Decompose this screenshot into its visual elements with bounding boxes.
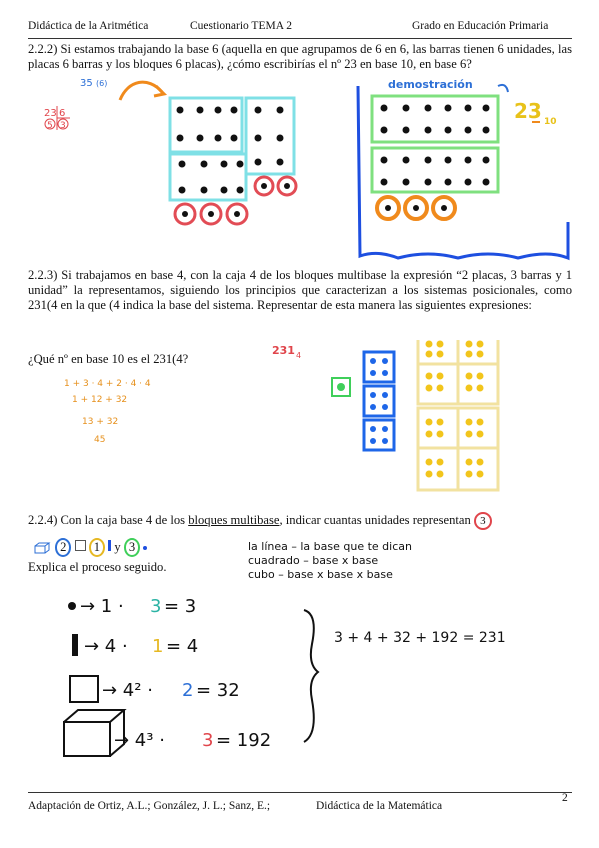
count-2: 2 xyxy=(55,538,71,557)
section-224-link: bloques multibase xyxy=(188,513,280,527)
note-square: cuadrado – base x base xyxy=(248,554,379,567)
note-cube: cubo – base x base x base xyxy=(248,568,393,581)
barra-group xyxy=(246,98,294,174)
count-1: 1 xyxy=(89,538,105,557)
svg-text:13 + 32: 13 + 32 xyxy=(82,417,119,427)
calc-sketch xyxy=(64,379,151,445)
placa-1 xyxy=(170,98,242,152)
note-line: la línea – la base que te dican xyxy=(248,540,412,553)
row1-pre: → 1 · xyxy=(80,596,124,617)
demo-label: demostración xyxy=(388,78,473,91)
section-224-text-a: 2.2.4) Con la caja base 4 de los xyxy=(28,513,186,527)
note-35: 35 xyxy=(80,78,93,89)
row2-pre: → 4 · xyxy=(84,636,128,657)
svg-text:23: 23 xyxy=(44,108,57,119)
bars-blue xyxy=(364,352,394,450)
division-sketch xyxy=(44,106,70,131)
row2-num: 1 xyxy=(152,636,164,657)
section-223-question: ¿Qué nº en base 10 es el 231(4? xyxy=(28,352,189,366)
base6-left-group xyxy=(170,98,296,224)
section-224-figure xyxy=(28,584,578,774)
svg-text:3: 3 xyxy=(60,121,66,131)
conj-y: y xyxy=(114,540,121,554)
arrow-orange xyxy=(120,82,162,100)
label-base4: 4 xyxy=(296,351,302,360)
footer-right: Didáctica de la Matemática xyxy=(316,800,443,812)
row4-post: = 192 xyxy=(216,730,272,751)
section-224-line1 xyxy=(28,512,572,530)
sum-expression: 3 + 4 + 32 + 192 = 231 xyxy=(334,630,506,646)
notes-block xyxy=(248,540,412,582)
dot-icon xyxy=(143,546,147,550)
header-rule xyxy=(28,38,572,39)
footer-rule xyxy=(28,792,572,793)
section-224-text-b: , indicar cuantas unidades representan xyxy=(279,513,471,527)
label-231: 231 xyxy=(272,344,295,357)
svg-text:5: 5 xyxy=(47,121,53,131)
section-224-items xyxy=(34,538,147,557)
svg-text:1 + 3 · 4 + 2 · 4 · 4: 1 + 3 · 4 + 2 · 4 · 4 xyxy=(64,379,151,389)
header-left: Didáctica de la Aritmética xyxy=(28,20,149,32)
row3-post: = 32 xyxy=(196,680,240,701)
header-center: Cuestionario TEMA 2 xyxy=(190,20,293,32)
section-222-figure xyxy=(28,72,588,268)
plates-yellow xyxy=(418,340,498,490)
svg-text:1 + 12 + 32: 1 + 12 + 32 xyxy=(72,395,128,405)
section-223-figure xyxy=(28,340,588,510)
note-base6: (6) xyxy=(96,79,108,88)
section-223-text: 2.2.3) Si trabajamos en base 4, con la caja 4 de los bloques multibase la expresión “2 placas, 3 barras y 1 unidad” la representamos, siguiendo los principios que caracterizan a los sistemas posicionales, como 231(4 en la que (4 indica la base del sistema. Representar de esta manera las siguientes expresiones: xyxy=(28,268,572,312)
count-3: 3 xyxy=(124,538,140,557)
section-224-explain: Explica el proceso seguido. xyxy=(28,560,167,574)
page-number: 2 xyxy=(562,792,568,804)
header-right: Grado en Educación Primaria xyxy=(412,20,549,32)
square-icon xyxy=(75,540,86,551)
result-base10: 10 xyxy=(544,117,557,127)
section-222-text: 2.2.2) Si estamos trabajando la base 6 (aquella en que agrupamos de 6 en 6, las barras tienen 6 unidades, las placas 6 barras y los bloques 6 placas), ¿cómo escribirías el nº 23 en base 10, en base 6? xyxy=(28,42,572,71)
row2-post: = 4 xyxy=(166,636,199,657)
row4-pre: → 4³ · xyxy=(114,730,165,751)
circled-3: 3 xyxy=(474,512,492,530)
cube-icon xyxy=(34,542,52,554)
row4-num: 3 xyxy=(202,730,214,751)
row1-num: 3 xyxy=(150,596,162,617)
row3-num: 2 xyxy=(182,680,194,701)
svg-text:45: 45 xyxy=(94,435,106,445)
row1-post: = 3 xyxy=(164,596,197,617)
base10-blocks xyxy=(372,96,498,219)
brace xyxy=(304,610,318,742)
row3-pre: → 4² · xyxy=(102,680,153,701)
result-23: 23 xyxy=(514,99,542,123)
svg-text:6: 6 xyxy=(59,108,66,119)
footer-left: Adaptación de Ortiz, A.L.; González, J. L.; Sanz, E.; xyxy=(28,800,271,812)
bar-icon xyxy=(108,540,111,551)
